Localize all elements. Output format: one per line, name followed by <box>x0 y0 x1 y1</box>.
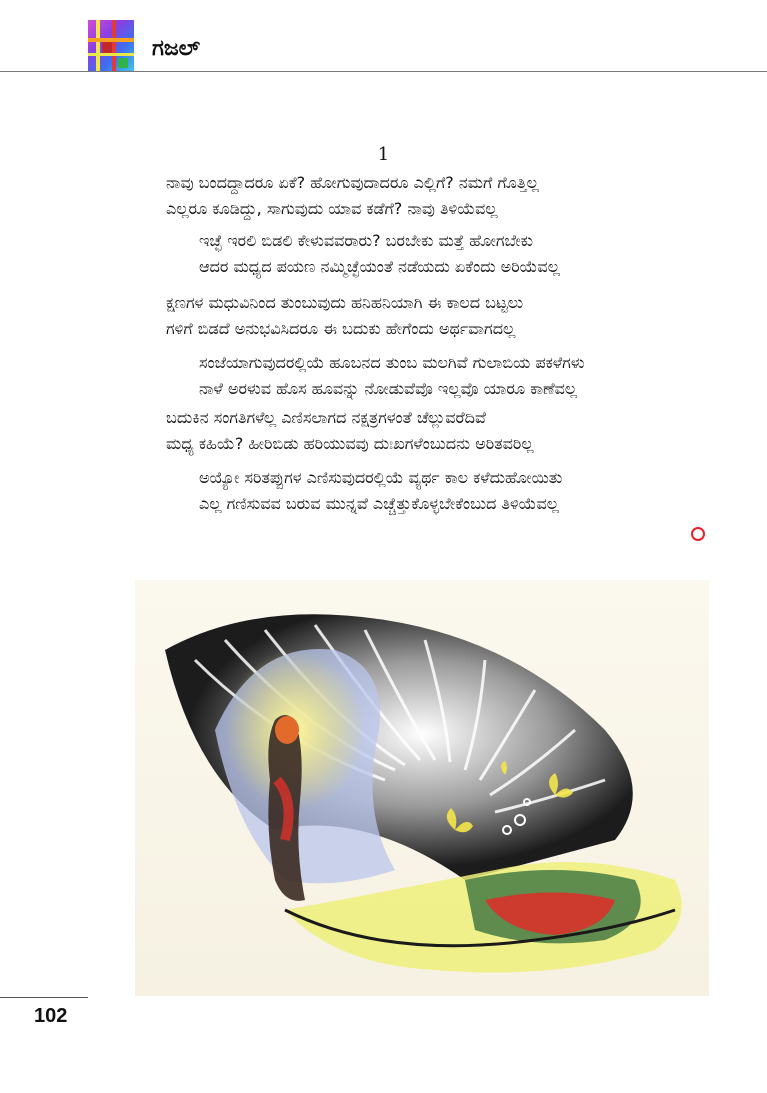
poem-line: ಇಚ್ಛೆ ಇರಲಿ ಬಿಡಲಿ ಕೇಳುವವರಾರು? ಬರಬೇಕು ಮತ್ತೆ ಹೋಗಬೇಕು <box>199 231 533 250</box>
couplet-5 <box>166 405 726 457</box>
poem-line: ನಾಳೆ ಅರಳುವ ಹೊಸ ಹೂವನ್ನು ನೋಡುವೆವೊ ಇಲ್ಲವೊ ಯಾರೂ ಕಾಣೆವಲ್ಲ <box>199 379 578 398</box>
poem-line: ಎಲ್ಲರೂ ಕೂಡಿದ್ದು, ಸಾಗುವುದು ಯಾವ ಕಡೆಗೆ? ನಾವು ತಿಳಿಯೆವಲ್ಲ <box>166 199 498 218</box>
watercolor-figure-illustration-icon <box>135 580 709 996</box>
couplet-4 <box>199 350 759 402</box>
poem-line: ನಾವು ಬಂದದ್ದಾದರೂ ಏಕೆ? ಹೋಗುವುದಾದರೂ ಎಲ್ಲಿಗೆ? ನಮಗೆ ಗೊತ್ತಿಲ್ಲ <box>166 173 539 192</box>
poem-line: ಅಯ್ಯೋ ಸರಿತಪ್ಪುಗಳ ಎಣಿಸುವುದರಲ್ಲಿಯೆ ವ್ಯರ್ಥ ಕಾಲ ಕಳೆದುಹೋಯಿತು <box>199 468 563 487</box>
couplet-6 <box>199 465 759 517</box>
page-number: 102 <box>34 1005 68 1027</box>
poem-line: ಬದುಕಿನ ಸಂಗತಿಗಳೆಲ್ಲ ಎಣಿಸಲಾಗದ ನಕ್ಷತ್ರಗಳಂತೆ ಚೆಲ್ಲುವರೆದಿವೆ <box>166 408 486 427</box>
poem-line: ಸಂಜೆಯಾಗುವುದರಲ್ಲಿಯೆ ಹೂಬನದ ತುಂಬ ಮಲಗಿವೆ ಗುಲಾಬಿಯ ಪಕಳೆಗಳು <box>199 353 585 372</box>
circle-end-mark-icon <box>691 527 705 541</box>
footer-divider <box>0 997 88 998</box>
header-divider <box>0 71 767 72</box>
poem-line: ಕ್ಷಣಗಳ ಮಧುವಿನಿಂದ ತುಂಬುವುದು ಹನಿಹನಿಯಾಗಿ ಈ ಕಾಲದ ಬಟ್ಟಲು <box>166 293 524 312</box>
poem-number: 1 <box>377 144 390 165</box>
decorative-grid-logo-icon <box>88 20 134 72</box>
couplet-3 <box>166 290 726 342</box>
couplet-2 <box>199 228 759 280</box>
poem-line: ಆದರ ಮಧ್ಯದ ಪಯಣ ನಮ್ಮಿಚ್ಛೆಯಂತೆ ನಡೆಯದು ಏಕೆಂದು ಅರಿಯೆವಲ್ಲ <box>199 257 560 276</box>
couplet-1 <box>166 170 726 222</box>
poem-line: ಗಳಿಗೆ ಬಿಡದೆ ಅನುಭವಿಸಿದರೂ ಈ ಬದುಕು ಹೇಗೆಂದು ಅರ್ಥವಾಗದಲ್ಲ <box>166 319 516 338</box>
poem-line: ಎಲ್ಲ ಗಣಿಸುವವ ಬರುವ ಮುನ್ನವೆ ಎಚ್ಚೆತ್ತುಕೊಳ್ಳಬೇಕೆಂಬುದ ತಿಳಿಯೆವಲ್ಲ <box>199 494 559 513</box>
page-header-title: ಗಜಲ್ <box>152 36 201 61</box>
poem-line: ಮಧ್ಯ ಕಹಿಯೆ? ಹೀರಿಬಿಡು ಹರಿಯುವವು ದುಃಖಗಳೆಂಬುದನು ಅರಿತವರಿಲ್ಲ <box>166 434 534 453</box>
